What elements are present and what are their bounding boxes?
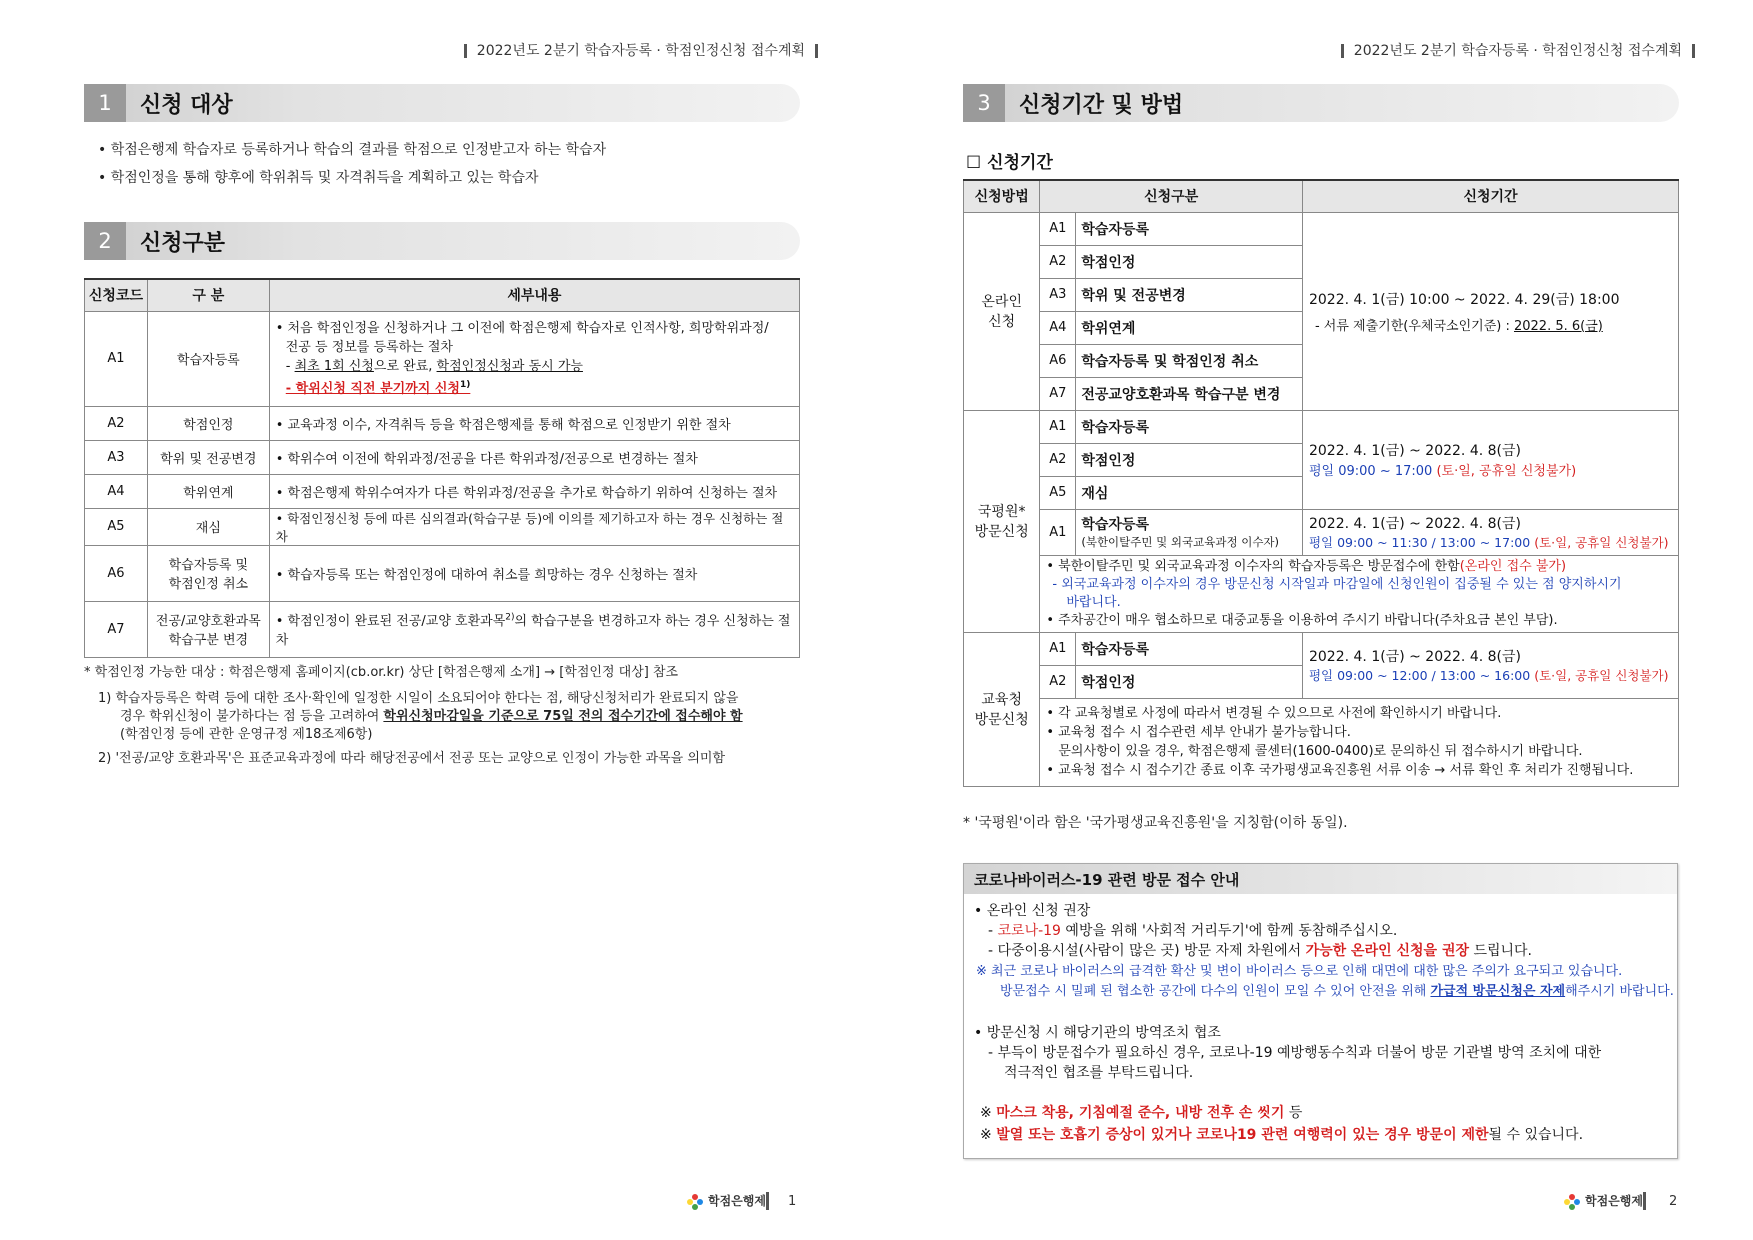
row-name: 학위연계 (147, 474, 269, 508)
header-bar-left (1341, 44, 1344, 58)
note-line: • 주차공간이 매우 협소하므로 대중교통을 이용하여 주시기 바랍니다(주차요금 본인 부담). (1046, 612, 1558, 628)
mark: ※ (980, 1105, 997, 1121)
method-line: 방문신청 (974, 524, 1029, 540)
notice-line (988, 940, 1532, 960)
highlight-text: - 학위신청 직전 분기까지 신청 (285, 381, 460, 397)
section-number: 1 (84, 84, 126, 122)
header-bar-left (464, 44, 467, 58)
method-line: 신청 (988, 314, 1016, 330)
row-code: A1 (1040, 509, 1076, 555)
row-detail: • 교육과정 이수, 자격취득 등을 학점은행제를 통해 학점으로 인정받기 위한 절차 (269, 406, 799, 440)
visit-notes (1040, 555, 1679, 632)
dash: - (285, 358, 295, 374)
closed-text: (토·일, 공휴일 신청불가) (1436, 464, 1577, 479)
row-code: A3 (85, 440, 148, 474)
red-text: 가능한 온라인 신청을 권장 (1305, 943, 1469, 959)
footnote-1-line3: (학점인정 등에 관한 운영규정 제18조제6항) (120, 727, 373, 742)
row-code: A1 (1040, 632, 1076, 665)
table-row (964, 410, 1679, 443)
row-name: 학위연계 (1076, 311, 1303, 344)
row-name (147, 601, 269, 657)
row-name: 학습자등록 (1076, 632, 1303, 665)
row-code: A1 (85, 311, 148, 406)
row-code: A6 (85, 545, 148, 601)
row-name: 학위 및 전공변경 (147, 440, 269, 474)
header-bar-right (815, 44, 818, 58)
warning-line (980, 1124, 1583, 1144)
header-text: 2022년도 2분기 학습자등록 · 학점인정신청 접수계획 (1353, 43, 1682, 59)
row-code: A2 (1040, 443, 1076, 476)
table-row (964, 632, 1679, 665)
note-line: 바랍니다. (1066, 594, 1121, 610)
row-name: 학습자등록 (1076, 212, 1303, 245)
col-header-code: 신청코드 (85, 279, 148, 311)
table-row (85, 474, 800, 508)
edu-period (1302, 632, 1678, 698)
table-row (85, 406, 800, 440)
name-line: 학습구분 변경 (168, 633, 249, 648)
logo-text: 학점은행제 (708, 1194, 766, 1208)
method-line: 방문신청 (974, 712, 1029, 728)
row-code: A2 (1040, 665, 1076, 698)
row-name: 학위 및 전공변경 (1076, 278, 1303, 311)
text: 등 (1284, 1105, 1303, 1121)
table-header-row (964, 180, 1679, 212)
name-text: 학습자등록 (1081, 517, 1149, 533)
row-detail: • 학점인정신청 등에 따른 심의결과(학습구분 등)에 이의를 제기하고자 하는 경우 신청하는 절차 (269, 508, 799, 545)
period-text: 2022. 4. 1(금) ~ 2022. 4. 8(금) (1308, 649, 1521, 665)
row-code: A1 (1040, 212, 1076, 245)
detail-line-highlight (276, 376, 793, 398)
table-row (85, 508, 800, 545)
row-code: A7 (1040, 377, 1076, 410)
text: 방문접수 시 밀폐 된 협소한 공간에 다수의 인원이 모일 수 있어 안전을 위해 (1000, 984, 1431, 999)
detail-line: • 처음 학점인정을 신청하거나 그 이전에 학점은행제 학습자로 인적사항, 희망학위과정/ (275, 320, 769, 336)
name-line: 학점인정 취소 (168, 577, 249, 592)
table-row (964, 212, 1679, 245)
section-title: 신청 대상 (140, 93, 233, 118)
col-header-detail: 세부내용 (269, 279, 799, 311)
row-detail (269, 601, 799, 657)
row-name: 재심 (1076, 476, 1303, 509)
online-period (1302, 212, 1678, 410)
table-row (964, 698, 1679, 786)
hours-line (1309, 666, 1672, 684)
footnote-nile: * '국평원'이라 함은 '국가평생교육진흥원'을 지칭함(이하 동일). (963, 815, 1348, 831)
section-3-heading (963, 84, 1679, 122)
row-code: A1 (1040, 410, 1076, 443)
note-reference: * 학점인정 가능한 대상 : 학점은행제 홈페이지(cb.or.kr) 상단 [학점은행제 소개] → [학점인정 대상] 참조 (84, 665, 679, 680)
footer-logo (1563, 1192, 1643, 1211)
subheading-period: ☐ 신청기간 (966, 153, 1053, 173)
period-table (963, 179, 1679, 787)
table-row (85, 601, 800, 657)
row-name: 학점인정 (147, 406, 269, 440)
deadline-line (1309, 315, 1672, 334)
table-row (964, 555, 1679, 632)
application-type-table (84, 278, 800, 658)
row-name: 학습자등록 (147, 311, 269, 406)
logo-icon (686, 1193, 704, 1211)
table-row (85, 545, 800, 601)
table-row (964, 509, 1679, 555)
note-line: • 교육청 접수 시 접수기간 종료 이후 국가평생교육진흥원 서류 이송 → 서류 확인 후 처리가 진행됩니다. (1046, 763, 1634, 778)
table-header-row (85, 279, 800, 311)
footnote-1-line1: 1) 학습자등록은 학력 등에 대한 조사·확인에 일정한 시일이 소요되어야 한다는 점, 해당신청처리가 완료되지 않을 (98, 691, 739, 706)
footnote-2: 2) '전공/교양 호환과목'은 표준교육과정에 따라 해당전공에서 전공 또는 교양으로 인정이 가능한 과목을 의미함 (98, 751, 726, 766)
method-edu (964, 632, 1040, 786)
row-detail: • 학습자등록 또는 학점인정에 대하여 취소를 희망하는 경우 신청하는 절차 (269, 545, 799, 601)
row-code: A7 (85, 601, 148, 657)
note-line: • 교육청 접수 시 접수관련 세부 안내가 불가능합니다. (1046, 725, 1351, 740)
row-code: A2 (85, 406, 148, 440)
row-detail: • 학위수여 이전에 학위과정/전공을 다른 학위과정/전공으로 변경하는 절차 (269, 440, 799, 474)
text: 해주시기 바랍니다. (1565, 984, 1674, 999)
section-1-heading (84, 84, 800, 122)
row-name (147, 545, 269, 601)
footer-bar (766, 1192, 769, 1210)
row-code: A2 (1040, 245, 1076, 278)
page-number: 1 (788, 1194, 797, 1209)
row-name: 학점인정 (1076, 245, 1303, 278)
row-code: A5 (1040, 476, 1076, 509)
closed-text: (토·일, 공휴일 신청불가) (1534, 535, 1669, 550)
col-header-method: 신청방법 (964, 180, 1040, 212)
emphasis-text: 가급적 방문신청은 자제 (1430, 984, 1566, 999)
period-text: 2022. 4. 1(금) 10:00 ~ 2022. 4. 29(금) 18:00 (1308, 291, 1620, 308)
method-line: 국평원* (977, 504, 1026, 520)
section-title: 신청기간 및 방법 (1019, 93, 1184, 118)
warning-line (980, 1102, 1302, 1122)
note-line (1046, 558, 1672, 576)
method-online (964, 212, 1040, 410)
text: 의 학습구분을 변경하고자 하는 경우 신청하는 절차 (275, 614, 791, 648)
name-line: 학습자등록 및 (168, 558, 249, 573)
row-code: A4 (1040, 311, 1076, 344)
row-code: A5 (85, 508, 148, 545)
closed-text: (토·일, 공휴일 신청불가) (1534, 668, 1669, 683)
bold-text: 학위신청마감일을 기준으로 75일 전의 접수기간에 접수해야 함 (383, 709, 743, 724)
note-line: - 외국교육과정 이수자의 경우 방문신청 시작일과 마감일에 신청인원이 집중될 수 있는 점 양지하시기 (1052, 576, 1622, 592)
target-bullet-1: • 학점은행제 학습자로 등록하거나 학습의 결과를 학점으로 인정받고자 하는 학습자 (98, 142, 607, 158)
table-row (85, 440, 800, 474)
note-line: • 각 교육청별로 사정에 따라서 변경될 수 있으므로 사전에 확인하시기 바랍니다. (1046, 706, 1502, 721)
section-number: 3 (963, 84, 1005, 122)
notice-line: - 부득이 방문접수가 필요하신 경우, 코로나-19 예방행동수칙과 더불어 방문 기관별 방역 조치에 대한 (988, 1045, 1602, 1061)
detail-line: 전공 등 정보를 등록하는 절차 (285, 339, 453, 355)
warning-text: (온라인 접수 불가) (1459, 558, 1567, 574)
footnote-ref: 2) (505, 612, 515, 623)
footer-bar (1643, 1192, 1646, 1210)
visit-period (1302, 410, 1678, 509)
dash: - (988, 923, 998, 939)
logo-icon (1563, 1193, 1581, 1211)
text: • 학점인정이 완료된 전공/교양 호환과목 (275, 614, 506, 629)
edu-notes (1040, 698, 1679, 786)
text: 으로 완료, (373, 358, 437, 374)
page-number: 2 (1669, 1194, 1678, 1209)
text: 경우 학위신청이 불가하다는 점 등을 고려하여 (120, 709, 384, 724)
col-header-period: 신청기간 (1302, 180, 1678, 212)
underlined-text: 최초 1회 신청 (294, 358, 374, 374)
text: 될 수 있습니다. (1488, 1127, 1584, 1143)
row-name: 학습자등록 (1076, 410, 1303, 443)
section-title: 신청구분 (140, 231, 226, 256)
hours-text: 평일 09:00 ~ 12:00 / 13:00 ~ 16:00 (1308, 668, 1535, 683)
period-text: 2022. 4. 1(금) ~ 2022. 4. 8(금) (1308, 443, 1521, 459)
row-name: 재심 (147, 508, 269, 545)
header-text: 2022년도 2분기 학습자등록 · 학점인정신청 접수계획 (476, 43, 805, 59)
running-header (454, 40, 828, 60)
method-visit (964, 410, 1040, 632)
row-name: 학점인정 (1076, 665, 1303, 698)
notice-line (988, 920, 1397, 940)
covid-notice-title: 코로나바이러스-19 관련 방문 접수 안내 (964, 864, 1677, 894)
covid-notice-box (963, 863, 1678, 1159)
hours-line (1309, 460, 1672, 479)
text: - 서류 제출기한(우체국소인기준) : (1314, 318, 1514, 334)
underlined-text: 학점인정신청과 동시 가능 (436, 358, 583, 374)
text: 드립니다. (1469, 943, 1532, 959)
detail-line (276, 357, 793, 376)
special-period (1302, 509, 1678, 555)
notice-bullet: • 온라인 신청 권장 (974, 903, 1091, 919)
text: - 다중이용시설(사람이 많은 곳) 방문 자제 차원에서 (988, 943, 1306, 959)
table-row (85, 311, 800, 406)
text: 예방을 위해 '사회적 거리두기'에 함께 동참해주십시오. (1060, 923, 1398, 939)
notice-line: 적극적인 협조를 부탁드립니다. (1004, 1065, 1194, 1081)
row-detail: • 학점은행제 학위수여자가 다른 학위과정/전공을 추가로 학습하기 위하여 신청하는 절차 (269, 474, 799, 508)
method-line: 교육청 (981, 692, 1022, 708)
hours-text: 평일 09:00 ~ 11:30 / 13:00 ~ 17:00 (1308, 535, 1535, 550)
section-2-heading (84, 222, 800, 260)
row-name: 학점인정 (1076, 443, 1303, 476)
col-header-type: 구 분 (147, 279, 269, 311)
hours-line (1309, 533, 1672, 551)
text: • 북한이탈주민 및 외국교육과정 이수자의 학습자등록은 방문접수에 한함 (1046, 558, 1460, 574)
page-1 (0, 0, 876, 1240)
red-text: 코로나-19 (997, 923, 1061, 939)
notice-bullet: • 방문신청 시 해당기관의 방역조치 협조 (974, 1025, 1221, 1041)
mark: ※ (980, 1127, 997, 1143)
period-text: 2022. 4. 1(금) ~ 2022. 4. 8(금) (1308, 516, 1521, 532)
target-bullet-2: • 학점인정을 통해 향후에 학위취득 및 자격취득을 계획하고 있는 학습자 (98, 170, 539, 186)
footer-logo (686, 1192, 766, 1211)
row-name: 학습자등록 및 학점인정 취소 (1076, 344, 1303, 377)
hours-text: 평일 09:00 ~ 17:00 (1308, 464, 1437, 479)
row-name (1076, 509, 1303, 555)
header-bar-right (1692, 44, 1695, 58)
row-code: A6 (1040, 344, 1076, 377)
running-header (1331, 40, 1705, 60)
name-sub: (북한이탈주민 및 외국교육과정 이수자) (1081, 535, 1280, 549)
row-code: A3 (1040, 278, 1076, 311)
col-header-type: 신청구분 (1040, 180, 1303, 212)
row-detail (269, 311, 799, 406)
red-text: 발열 또는 호흡기 증상이 있거나 코로나19 관련 여행력이 있는 경우 방문이 제한 (996, 1127, 1489, 1143)
section-number: 2 (84, 222, 126, 260)
name-line: 전공/교양호환과목 (155, 614, 261, 629)
row-name: 전공교양호환과목 학습구분 변경 (1076, 377, 1303, 410)
deadline-date: 2022. 5. 6(금) (1513, 318, 1603, 334)
notice-line (1000, 980, 1674, 999)
notice-line: ※ 최근 코로나 바이러스의 급격한 확산 및 변이 바이러스 등으로 인해 대면에 대한 많은 주의가 요구되고 있습니다. (976, 964, 1623, 979)
note-line: 문의사항이 있을 경우, 학점은행제 콜센터(1600-0400)로 문의하신 뒤 접수하시기 바랍니다. (1058, 744, 1583, 759)
row-code: A4 (85, 474, 148, 508)
method-line: 온라인 (981, 294, 1022, 310)
footnote-ref: 1) (459, 379, 471, 390)
logo-text: 학점은행제 (1585, 1194, 1643, 1208)
red-text: 마스크 착용, 기침예절 준수, 내방 전후 손 씻기 (996, 1105, 1285, 1121)
